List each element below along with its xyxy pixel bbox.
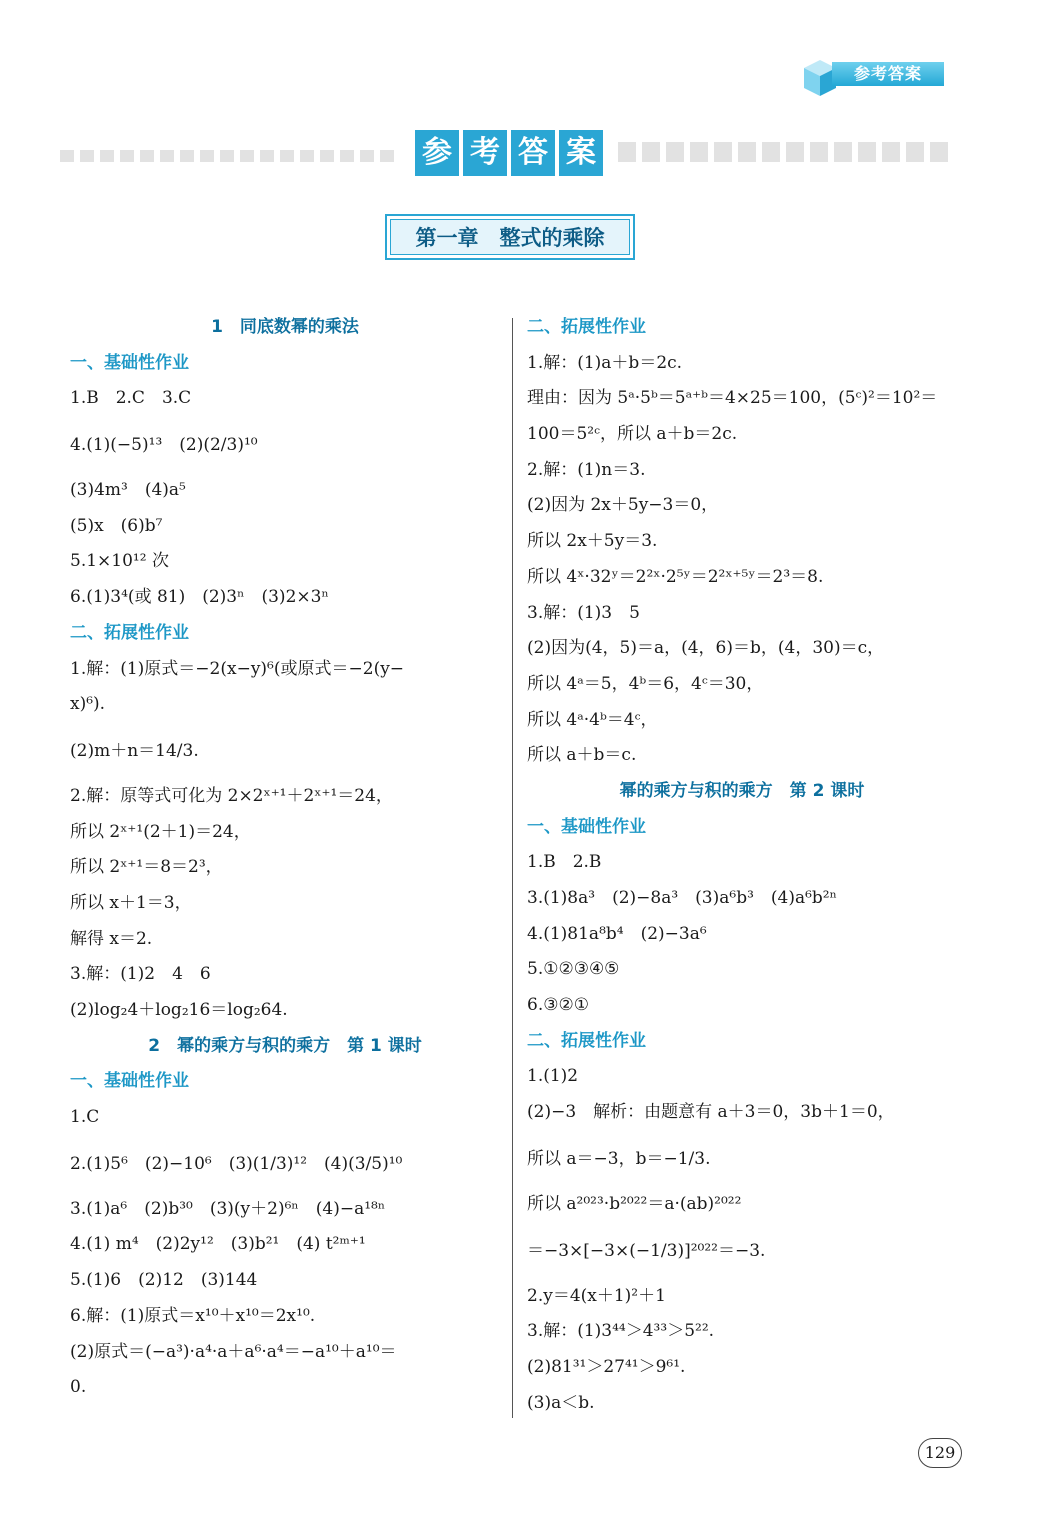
header-tab [800,58,945,90]
answer-line: 所以 a＝−3，b＝−1/3. [527,1148,711,1169]
answer-line: 0. [70,1377,87,1398]
answer-line: 1.(1)2 [527,1066,579,1087]
answer-line: (3)a＜b. [527,1392,595,1413]
answer-line: 1.解：(1)a＋b＝2c. [527,352,683,373]
answer-line: 4.(1)(−5)¹³ (2)(2/3)¹⁰ [70,435,258,456]
answer-line: (2)log₂4＋log₂16＝log₂64. [70,1000,288,1020]
section-heading: 二、拓展性作业 [527,317,646,337]
answer-line: 4.(1) m⁴ (2)2y¹² (3)b²¹ (4) t²ᵐ⁺¹ [70,1234,366,1255]
answer-line: 理由：因为 5ᵃ·5ᵇ＝5ᵃ⁺ᵇ＝4×25＝100，(5ᶜ)²＝10²＝ [527,388,938,409]
answer-line: 6.③②① [527,995,589,1016]
answer-line: 2.(1)5⁶ (2)−10⁶ (3)(1/3)¹² (4)(3/5)¹⁰ [70,1153,403,1174]
answer-line: 1.解：(1)原式＝−2(x−y)⁶(或原式＝−2(y− [70,658,405,679]
answer-line: 所以 4ˣ·32ʸ＝2²ˣ·2⁵ʸ＝2²ˣ⁺⁵ʸ＝2³＝8. [527,566,824,587]
answer-line: 5.①②③④⑤ [527,959,620,980]
lesson-heading: 2 幂的乘方与积的乘方 第 1 课时 [148,1035,422,1056]
answer-line: 解得 x＝2. [70,928,153,949]
answer-line: (2)m＋n＝14/3. [70,740,199,761]
answer-line: 5.(1)6 (2)12 (3)144 [70,1270,258,1291]
answer-line: 100＝5²ᶜ，所以 a＋b＝2c. [527,424,738,445]
answer-line: 1.B 2.C 3.C [70,388,192,409]
answer-line: x)⁶). [70,694,106,715]
title-stripe-left [60,150,400,162]
answer-line: 所以 a＋b＝c. [527,745,637,766]
main-title [415,130,603,176]
answer-line: 所以 x＋1＝3， [70,892,192,913]
answer-line: (3)4m³ (4)a⁵ [70,480,186,501]
left-column [70,310,500,1406]
title-stripe-right [618,142,948,162]
main-title-char: 案 [559,130,603,176]
chapter-title-box [385,214,635,260]
answer-line: (2)81³¹＞27⁴¹＞9⁶¹. [527,1356,686,1377]
answer-line: 3.解：(1)2 4 6 [70,964,211,985]
answer-line: 5.1×10¹² 次 [70,551,169,572]
answer-line: 所以 2ˣ⁺¹＝8＝2³， [70,857,223,878]
answer-line: 6.解：(1)原式＝x¹⁰＋x¹⁰＝2x¹⁰. [70,1305,316,1326]
answer-line: (2)−3 解析：由题意有 a＋3＝0，3b＋1＝0， [527,1102,895,1123]
answer-line: 2.y＝4(x＋1)²＋1 [527,1285,666,1306]
answer-line: 所以 a²⁰²³·b²⁰²²＝a·(ab)²⁰²² [527,1193,742,1214]
answer-line: (2)因为(4，5)＝a，(4，6)＝b，(4，30)＝c， [527,638,885,659]
right-column [527,310,957,1421]
section-heading: 二、拓展性作业 [70,622,189,643]
answer-line: 3.(1)a⁶ (2)b³⁰ (3)(y＋2)⁶ⁿ (4)−a¹⁸ⁿ [70,1198,386,1219]
answer-line: ＝−3×[−3×(−1/3)]²⁰²²＝−3. [527,1240,766,1261]
column-divider [512,318,513,1418]
answer-line: 3.解：(1)3 5 [527,602,640,623]
answer-line: 1.C [70,1107,100,1128]
answer-line: 所以 2ˣ⁺¹(2＋1)＝24， [70,821,251,842]
answer-line: 1.B 2.B [527,852,602,873]
answer-line: 3.(1)8a³ (2)−8a³ (3)a⁶b³ (4)a⁶b²ⁿ [527,888,837,908]
answer-line: 3.解：(1)3⁴⁴＞4³³＞5²². [527,1321,715,1342]
page-number: 129 [918,1438,962,1468]
answer-line: 4.(1)81a⁸b⁴ (2)−3a⁶ [527,923,707,944]
answer-line: (2)原式＝(−a³)·a⁴·a＋a⁶·a⁴＝−a¹⁰＋a¹⁰＝ [70,1341,397,1362]
answer-line: (2)因为 2x＋5y−3＝0， [527,495,719,516]
chapter-title: 第一章 整式的乘除 [390,219,630,255]
lesson-heading: 幂的乘方与积的乘方 第 2 课时 [619,780,865,801]
main-title-char: 考 [463,130,507,176]
answer-line: 所以 4ᵃ＝5，4ᵇ＝6，4ᶜ＝30， [527,673,764,694]
section-heading: 一、基础性作业 [527,816,646,837]
main-title-char: 答 [511,130,555,176]
section-heading: 一、基础性作业 [70,1071,189,1092]
header-tab-label: 参考答案 [832,62,944,86]
section-heading: 二、拓展性作业 [527,1030,646,1051]
answer-line: (5)x (6)b⁷ [70,515,163,536]
section-heading: 一、基础性作业 [70,352,189,373]
main-title-char: 参 [415,130,459,176]
answer-line: 2.解：(1)n＝3. [527,459,646,480]
answer-line: 6.(1)3⁴(或 81) (2)3ⁿ (3)2×3ⁿ [70,587,329,608]
lesson-heading: 1 同底数幂的乘法 [211,317,359,337]
answer-line: 所以 4ᵃ·4ᵇ＝4ᶜ， [527,709,658,730]
answer-line: 2.解：原等式可化为 2×2ˣ⁺¹＋2ˣ⁺¹＝24， [70,785,393,806]
answer-line: 所以 2x＋5y＝3. [527,531,658,552]
